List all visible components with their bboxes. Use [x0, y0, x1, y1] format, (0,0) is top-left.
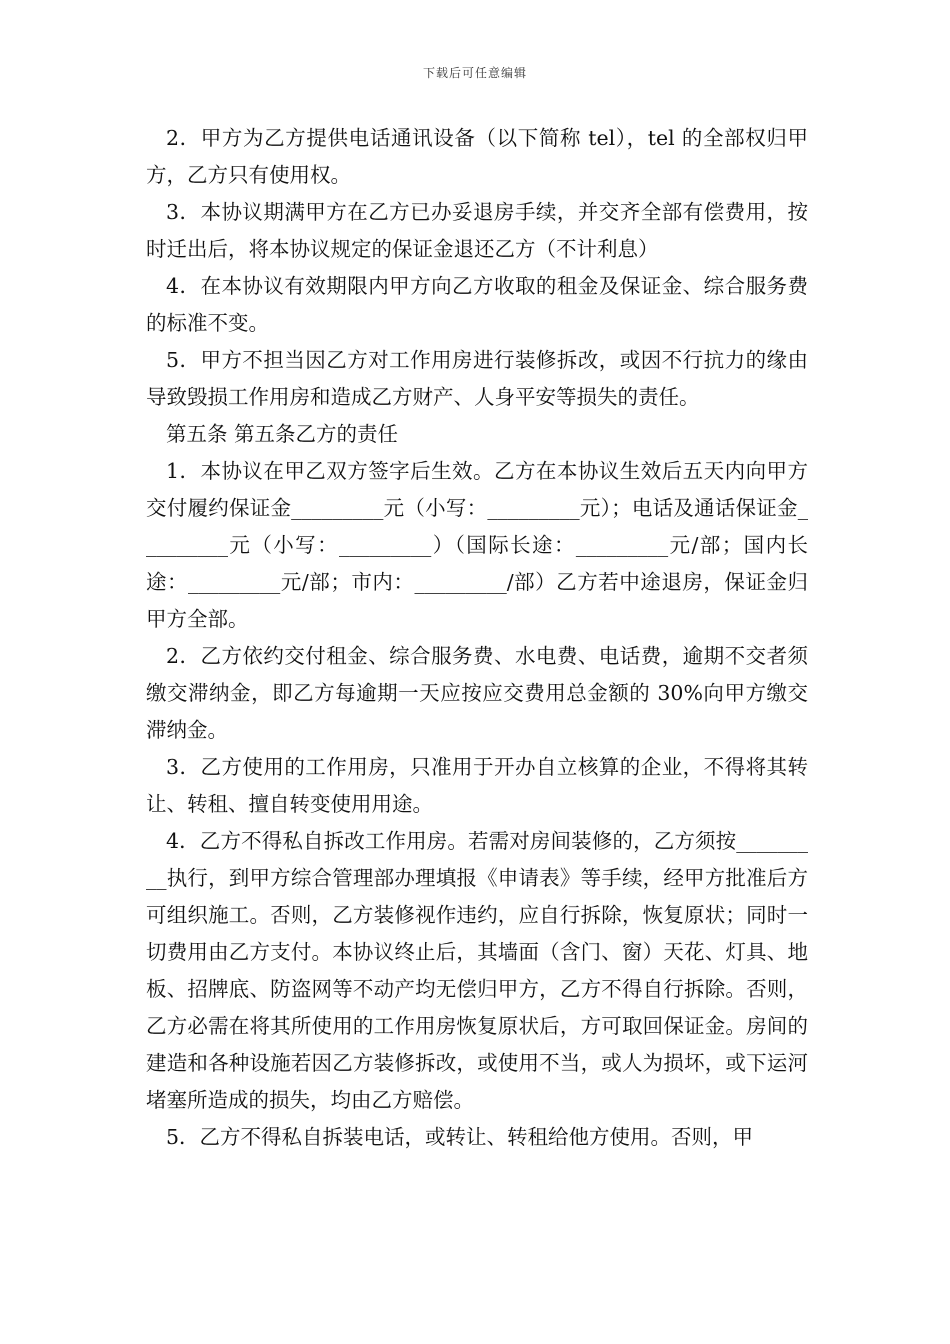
clause-5-item-5: 5．乙方不得私自拆装电话，或转让、转租给他方使用。否则，甲 — [166, 1125, 754, 1149]
clause-4-item-5: 5．甲方不担当因乙方对工作用房进行装修拆改，或因不行抗力的缘由导致毁损工作用房和造成乙方财产、人身平安等损失的责任。 — [146, 348, 808, 409]
clause-5-item-3: 3．乙方使用的工作用房，只准用于开办自立核算的企业，不得将其转让、转租、擅自转变使用用途。 — [146, 755, 808, 816]
clause-4-item-4: 4．在本协议有效期限内甲方向乙方收取的租金及保证金、综合服务费的标准不变。 — [146, 274, 808, 335]
clause-5-item-1: 1．本协议在甲乙双方签字后生效。乙方在本协议生效后五天内向甲方交付履约保证金_________元（小写：_________元）；电话及通话保证金_________元（小写：_________）（国际长途：_________元/部；国内长途：_________元/部；市内：_________/部）乙方若中途退房，保证金归甲方全部。 — [146, 459, 808, 631]
clause-5-item-2: 2．乙方依约交付租金、综合服务费、水电费、电话费，逾期不交者须缴交滞纳金，即乙方每逾期一天应按应交费用总金额的 30%向甲方缴交滞纳金。 — [146, 644, 808, 742]
header-note: 下载后可任意编辑 — [422, 66, 527, 80]
section-heading: 第五条 第五条乙方的责任 — [166, 422, 399, 446]
clause-4-item-2: 2．甲方为乙方提供电话通讯设备（以下简称 tel），tel 的全部权归甲方，乙方只有使用权。 — [146, 126, 808, 187]
clause-5-item-4: 4．乙方不得私自拆改工作用房。若需对房间装修的，乙方须按_________执行，到甲方综合管理部办理填报《申请表》等手续，经甲方批准后方可组织施工。否则，乙方装修视作违约，应自行拆除，恢复原状；同时一切费用由乙方支付。本协议终止后，其墙面（含门、窗）天花、灯具、地板、招牌底、防盗网等不动产均无偿归甲方，乙方不得自行拆除。否则，乙方必需在将其所使用的工作用房恢复原状后，方可取回保证金。房间的建造和各种设施若因乙方装修拆改，或使用不当，或人为损坏，或下运河堵塞所造成的损失，均由乙方赔偿。 — [146, 829, 808, 1112]
clause-4-item-3: 3．本协议期满甲方在乙方已办妥退房手续，并交齐全部有偿费用，按时迁出后，将本协议规定的保证金退还乙方（不计利息） — [146, 200, 808, 261]
document-body — [146, 120, 808, 1156]
